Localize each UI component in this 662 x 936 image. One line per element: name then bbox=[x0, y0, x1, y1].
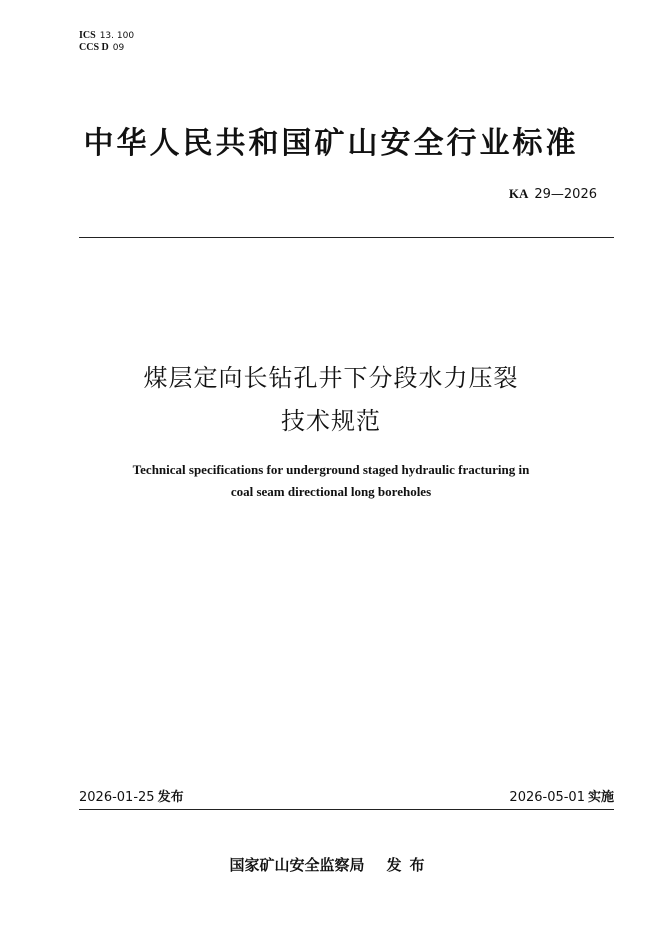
ics-code bbox=[79, 30, 134, 42]
english-title-line2: coal seam directional long boreholes bbox=[230, 484, 432, 499]
ccs-code bbox=[79, 42, 134, 54]
classification-codes bbox=[79, 30, 134, 54]
effective-date bbox=[509, 790, 614, 806]
standard-number-prefix: KA bbox=[508, 186, 529, 201]
standard-category-title: 中华人民共和国矿山安全行业标准 bbox=[83, 126, 579, 161]
bottom-divider bbox=[79, 809, 614, 810]
document-title-line1: 煤层定向长钻孔井下分段水力压裂 bbox=[143, 364, 519, 392]
document-title-line2: 技术规范 bbox=[281, 407, 381, 435]
english-title-line1: Technical specifications for underground staged hydraulic fracturing in bbox=[132, 462, 530, 477]
issuer-name: 国家矿山安全监察局 bbox=[229, 856, 365, 874]
issue-date-value: 2026-01-25 bbox=[79, 790, 155, 805]
standard-number bbox=[509, 186, 597, 203]
issue-date bbox=[79, 790, 184, 806]
issuing-authority bbox=[0, 855, 662, 875]
issuer-action: 发布 bbox=[386, 856, 433, 874]
effective-date-word: 实施 bbox=[587, 790, 614, 805]
ccs-label: CCS D bbox=[79, 42, 109, 53]
effective-date-value: 2026-05-01 bbox=[509, 790, 585, 805]
ics-value: 13. 100 bbox=[99, 31, 135, 41]
standard-number-value: 29—2026 bbox=[534, 187, 597, 202]
top-divider bbox=[79, 237, 614, 238]
issue-date-word: 发布 bbox=[157, 790, 184, 805]
ics-label: ICS bbox=[79, 30, 96, 41]
ccs-value: 09 bbox=[112, 43, 125, 53]
